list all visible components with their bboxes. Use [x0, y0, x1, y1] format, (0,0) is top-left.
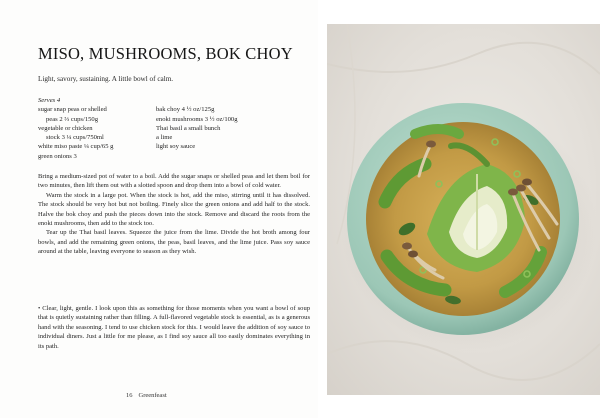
- ingredient-line: Thai basil a small bunch: [156, 124, 221, 132]
- ingredient-line: green onions 3: [38, 152, 77, 160]
- author-note: [38, 304, 310, 351]
- book-title: Greenfeast: [138, 392, 167, 399]
- note-paragraph: • Clear, light, gentle. I look upon this as something for those moments when you want a bowl of soup that is quietly sustaining rather than filling. A full-flavored vegetable stock is essential, as is a generous hand with the seasoning. I tend to use chicken stock for this. I would leave the addition of soy sauce to individual diners. Just a little for me please, as I find soy sauce all too easily dominates everything in its path.: [38, 305, 310, 350]
- method-text: [38, 172, 310, 257]
- method-paragraph: Bring a medium-sized pot of water to a boil. Add the sugar snaps or shelled peas and let them boil for two minutes, then lift them out with a slotted spoon and drop them into a bowl of cold water.: [38, 173, 310, 190]
- method-paragraph: Tear up the Thai basil leaves. Squeeze the juice from the lime. Divide the hot broth among four bowls, and add the remaining green onions, the peas, basil leaves, and the lime juice. Pass soy sauce around at the table, leaving everyone to season as they wish.: [38, 229, 310, 256]
- ingredient-line: stock 3 ¼ cups/750ml: [46, 134, 104, 142]
- ingredients-right-column: [156, 105, 316, 151]
- ingredient-line: white miso paste ¼ cup/65 g: [38, 143, 114, 151]
- page-number: 16: [126, 392, 133, 399]
- method-paragraph: Warm the stock in a large pot. When the stock is hot, add the miso, stirring until it has dissolved. The stock should be very hot but not boiling. Finely slice the green onions and add half to the stock. Halve the bok choy and push the pieces down into the stock. Remove and discard the roots from the enoki mushrooms, then add to the stock too.: [38, 191, 310, 228]
- soup-bowl-illustration: [327, 24, 600, 395]
- page-footer: [126, 392, 167, 399]
- soup-photo: [327, 24, 600, 395]
- recipe-intro: Light, savory, sustaining. A little bowl of calm.: [38, 75, 174, 83]
- ingredients-left-column: [38, 105, 154, 161]
- ingredients-block: [38, 96, 318, 160]
- recipe-title: MISO, MUSHROOMS, BOK CHOY: [38, 44, 293, 63]
- ingredient-line: sugar snap peas or shelled: [38, 106, 107, 114]
- ingredient-line: enoki mushrooms 3 ½ oz/100g: [156, 115, 238, 123]
- serves-label: Serves 4: [38, 97, 61, 104]
- ingredient-line: vegetable or chicken: [38, 124, 93, 132]
- ingredient-line: a lime: [156, 134, 173, 142]
- ingredient-line: light soy sauce: [156, 143, 196, 151]
- ingredient-line: bak choy 4 ½ oz/125g: [156, 106, 215, 114]
- ingredient-line: peas 2 ⅔ cups/150g: [46, 115, 99, 123]
